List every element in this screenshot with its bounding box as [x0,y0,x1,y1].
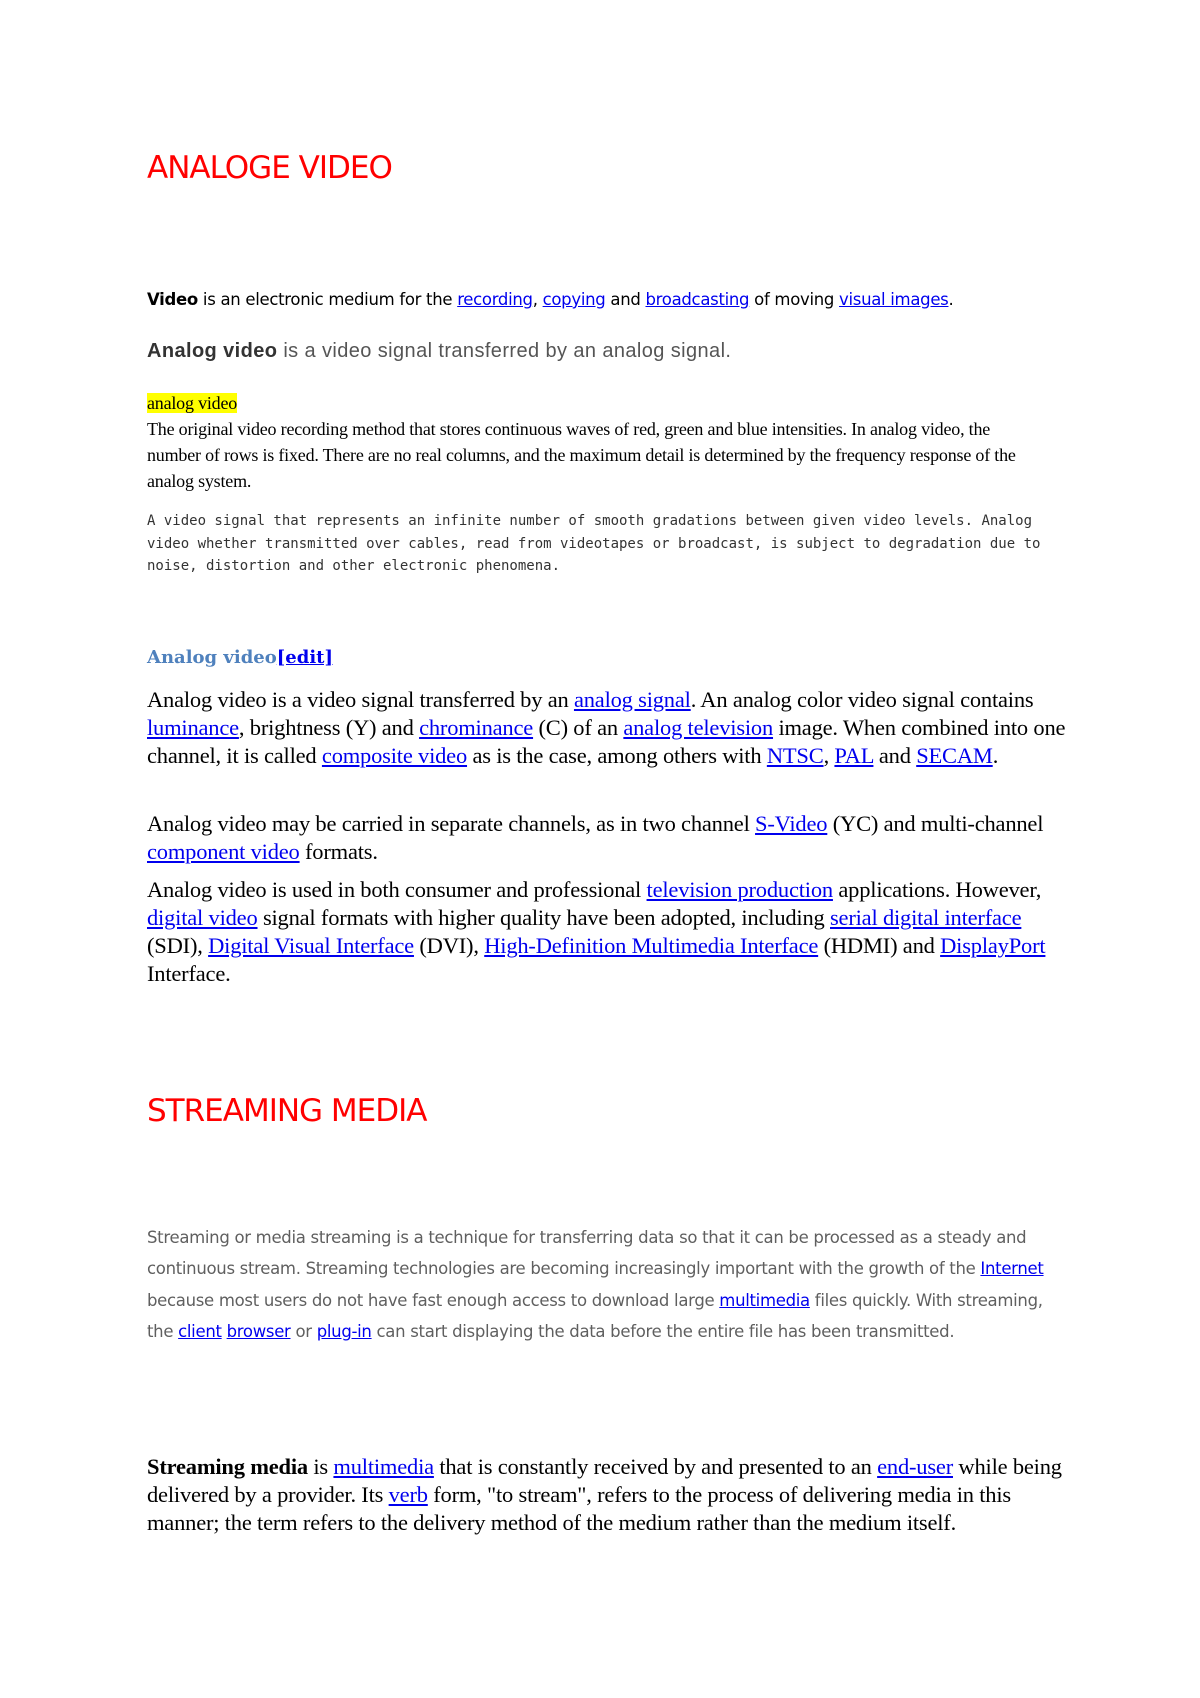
link-digital-video[interactable]: digital video [147,905,258,930]
link-analog-television[interactable]: analog television [623,715,774,740]
text: (YC) and multi-channel [827,811,1044,836]
text: Analog video is a video signal transferred by an [147,687,574,712]
text: Analog video is used in both consumer and professional [147,877,647,902]
glossary-text: The original video recording method that stores continuous waves of red, green and blue intensities. In analog video, the number of rows is fixed. There are no real columns, and the maximum detail is determined by the frequency response of the analog system. [147,419,1016,491]
text: is [307,1454,334,1479]
link-multimedia-2[interactable]: multimedia [333,1454,434,1479]
section-title-analoge-video: ANALOGE VIDEO [147,150,392,186]
link-serial-digital-interface[interactable]: serial digital interface [830,905,1022,930]
analog-paragraph-3 [147,876,1067,988]
text: . [992,743,999,768]
text: and [873,743,917,768]
text: (C) of an [533,715,624,740]
text: because most users do not have fast enough access to download large [147,1290,720,1310]
link-ntsc[interactable]: NTSC [766,743,824,768]
link-browser[interactable]: browser [226,1322,291,1342]
link-secam[interactable]: SECAM [916,743,993,768]
subheading-analog-video [147,647,333,668]
text: is a video signal transferred by an analog signal. [277,340,732,362]
video-bold: Video [147,290,198,309]
link-component-video[interactable]: component video [147,839,300,864]
link-s-video[interactable]: S-Video [755,811,828,836]
text: that is constantly received by and presented to an [433,1454,878,1479]
text: as is the case, among others with [467,743,767,768]
text: can start displaying the data before the entire file has been transmitted. [371,1322,955,1342]
text: , [532,290,543,309]
link-internet[interactable]: Internet [980,1259,1044,1279]
streaming-media-bold: Streaming media [147,1454,308,1479]
text: applications. However, [832,877,1042,902]
text: and [605,290,646,309]
text: (DVI), [413,933,485,958]
text: , [823,743,835,768]
section-title-streaming-media: STREAMING MEDIA [147,1093,427,1129]
text: Analog video may be carried in separate channels, as in two channel [147,811,756,836]
text: Streaming or media streaming is a technique for transferring data so that it can be processed as a steady and continuous stream. Streaming technologies are becoming increasingly important with the growth of the [147,1228,1027,1279]
link-recording[interactable]: recording [457,290,533,309]
link-television-production[interactable]: television production [646,877,833,902]
text: files quickly. With streaming, the [147,1290,1043,1342]
text: image. When combined into one channel, it is called [147,715,1066,768]
video-definition [147,290,953,309]
glossary-block [147,390,1047,494]
analog-paragraph-2 [147,810,1067,866]
analog-video-definition [147,340,731,363]
link-client[interactable]: client [178,1322,222,1342]
link-visual-images[interactable]: visual images [839,290,949,309]
streaming-paragraph [147,1222,1067,1348]
text: (HDMI) and [818,933,941,958]
edit-link[interactable]: [edit] [276,647,333,668]
link-end-user[interactable]: end-user [877,1454,953,1479]
text: is an electronic medium for the [197,290,458,309]
text: (SDI), [147,933,209,958]
text: Interface. [147,961,231,986]
subheading-text: Analog video [147,647,277,668]
link-composite-video[interactable]: composite video [321,743,468,768]
text: form, "to stream", refers to the process of delivering media in this manner; the term refers to the delivery method of the medium rather than the medium itself. [147,1482,1011,1535]
analog-video-bold: Analog video [147,340,278,362]
text: of moving [749,290,840,309]
link-copying[interactable]: copying [542,290,606,309]
link-multimedia[interactable]: multimedia [719,1290,810,1310]
link-luminance[interactable]: luminance [147,715,239,740]
link-broadcasting[interactable]: broadcasting [645,290,750,309]
link-analog-signal[interactable]: analog signal [573,687,691,712]
link-displayport[interactable]: DisplayPort [940,933,1046,958]
link-plug-in[interactable]: plug-in [316,1322,372,1342]
text: , brightness (Y) and [238,715,420,740]
analog-paragraph-1 [147,686,1067,770]
link-verb[interactable]: verb [388,1482,428,1507]
text: while being delivered by a provider. Its [147,1454,1062,1507]
link-hdmi[interactable]: High-Definition Multimedia Interface [484,933,819,958]
text: . [948,290,954,309]
text: or [290,1322,317,1342]
glossary-term-highlight: analog video [147,393,238,413]
text: . An analog color video signal contains [690,687,1034,712]
link-digital-visual-interface[interactable]: Digital Visual Interface [208,933,414,958]
signal-paragraph: A video signal that represents an infinite number of smooth gradations between given video levels. Analog video whether transmitted over cables, read from videotapes or broadcast, is subject to degradation due to noise, distortion and other electronic phenomena. [147,513,1041,574]
text: signal formats with higher quality have been adopted, including [257,905,830,930]
streaming-media-paragraph [147,1453,1067,1537]
link-pal[interactable]: PAL [834,743,874,768]
link-chrominance[interactable]: chrominance [419,715,534,740]
text: formats. [299,839,378,864]
